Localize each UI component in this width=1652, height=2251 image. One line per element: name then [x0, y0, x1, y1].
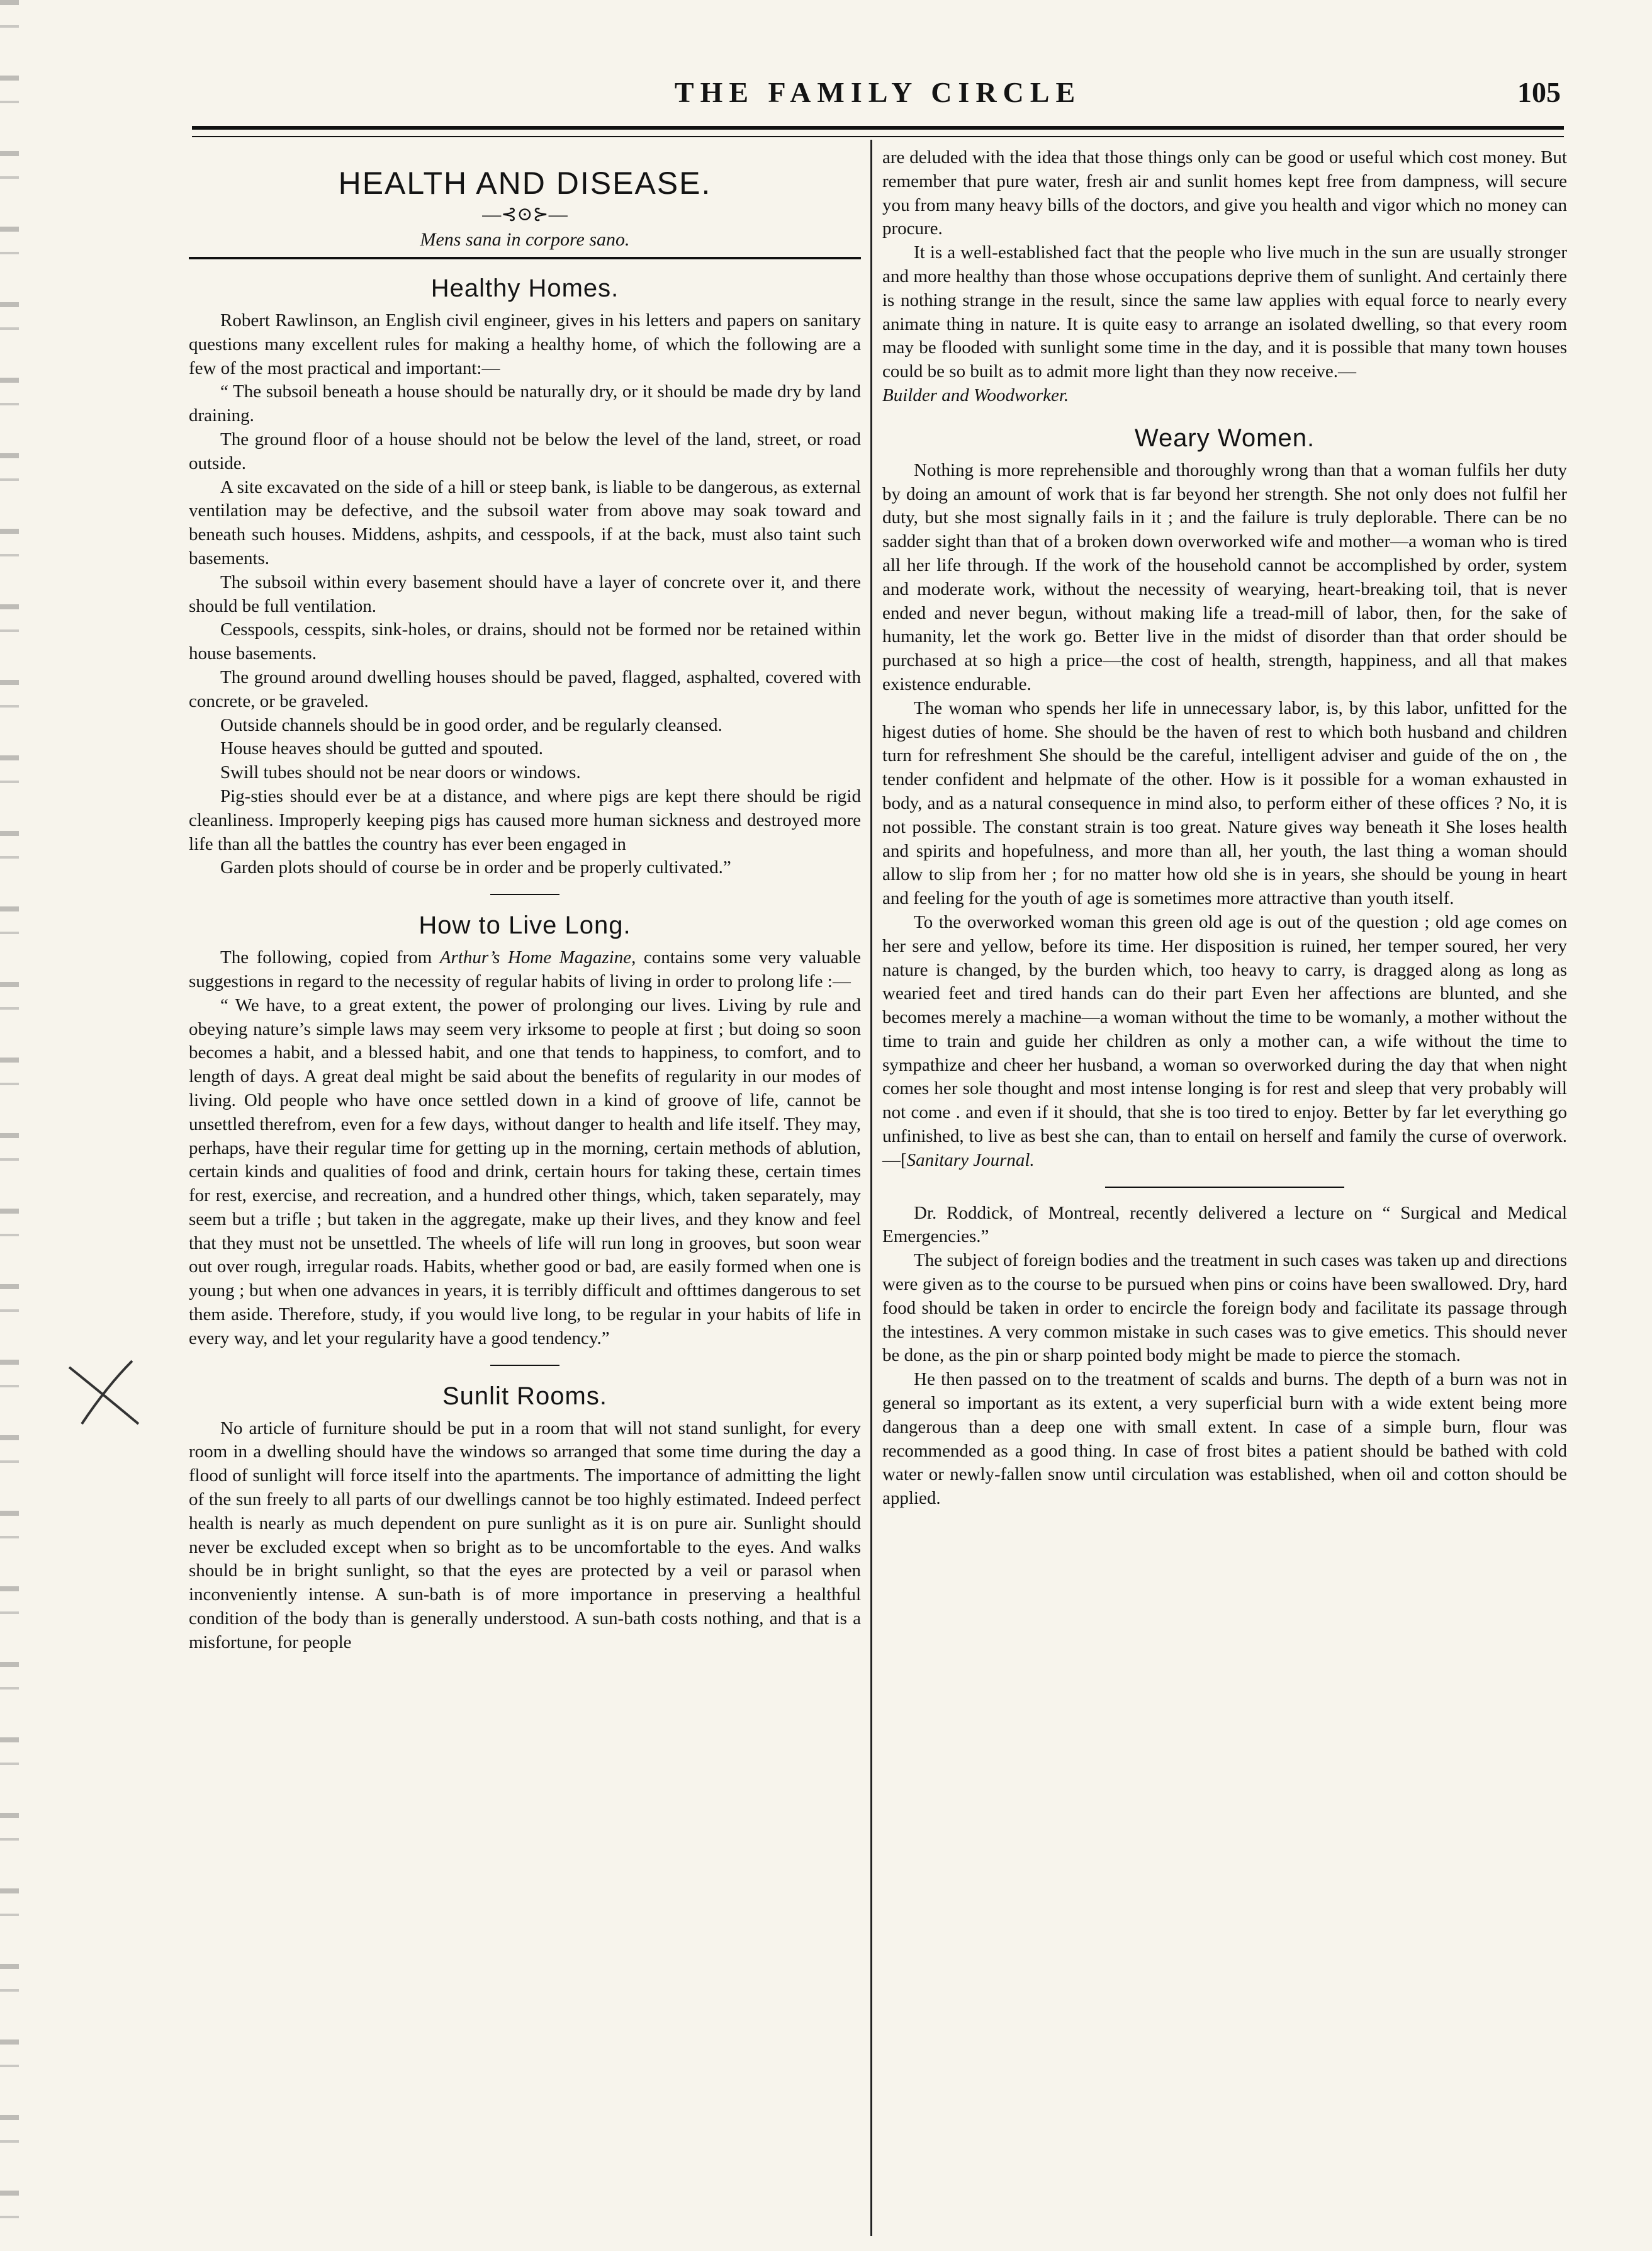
left-column: [189, 146, 861, 1655]
paragraph: The subject of foreign bodies and the treatment in such cases was taken up and directions were given as to the course to be pursued when pins or coins have been swallowed. Dry, hard food should be taken in order to encircle the foreign body and facilitate its passage through the intestines. A very common mistake in such cases was to give emetics. This should never be done, as the pin or sharp pointed body might be made to pierce the stomach.: [882, 1250, 1567, 1366]
article-title: Weary Women.: [1134, 424, 1315, 452]
section-title: HEALTH AND DISEASE.: [338, 166, 712, 201]
paragraph: Cesspools, cesspits, sink-holes, or drains, should not be formed nor be retained within house basements.: [189, 619, 861, 664]
article-separator: [490, 1365, 559, 1366]
paragraph: House heaves should be gutted and spouted.: [220, 738, 544, 759]
intro-text: contains some very valuable suggestions in regard to the necessity of regular habits of living in order to prolong life :—: [189, 947, 861, 991]
article-source: Builder and Woodworker.: [882, 385, 1069, 405]
article-roddick-lecture: [882, 1202, 1567, 1511]
paragraph: The woman who spends her life in unnecessary labor, is, by this labor, unfitted for the higest duties of home. She should be the haven of rest to which both husband and children turn for refreshment She should be the careful, intelligent adviser and guide of the on , the tender confident and helpmate of the other. How is it possible for a woman exhausted in body, and as a natural consequence in mind also, to perform either of these offices ? No, it is not possible. The constant strain is too great. Nature gives way beneath it She loses health and spirits and hopefulness, and more than all, her youth, the last thing a woman should allow to slip from her ; for no matter how old she is in years, she should be young in heart and feeling for the youth of age is sometimes more attractive than youth itself.: [882, 697, 1567, 909]
article-sunlit-rooms: [189, 1382, 861, 1655]
header-rule: [192, 126, 1564, 137]
running-title: THE FAMILY CIRCLE: [674, 76, 1082, 108]
article-how-to-live-long: [189, 911, 861, 1351]
paragraph: Nothing is more reprehensible and thoroughly wrong than that a woman fulfils her duty by doing an amount of work that is far beyond her strength. She not only does not fulfil her duty, but she most signally fails in it ; and the failure is truly deplorable. There can be no sadder sight than that of a broken down overworked wife and mother—a woman who is tired all her life through. If the work of the household cannot be accomplished by order, system and moderate work, without the necessity of wearying, heart-breaking toil, that is never ended and never begun, without making life a tread-mill of labor, then, for the sake of humanity, let the work go. Better live in the midst of disorder than that order should be purchased at so high a price—the cost of health, strength, happiness, and all that makes existence endurable.: [882, 460, 1567, 694]
binding-edge: [0, 0, 19, 2251]
intro-text: The following, copied from: [220, 947, 440, 968]
article-weary-women: [882, 424, 1567, 1173]
ornament-icon: —⊰⊙⊱—: [482, 204, 568, 225]
paragraph-continued: are deluded with the idea that those things only can be good or useful which cost money. But remember that pure water, fresh air and sunlit homes kept free from dampness, will secure you from many heavy bills of the doctors, and give you health and vigor which no money can procure.: [882, 147, 1567, 239]
paragraph: Pig-sties should ever be at a distance, and where pigs are kept there should be rigid cleanliness. Improperly keeping pigs has caused more human sickness and destroyed more life than all the battles the country has ever been engaged in: [189, 786, 861, 854]
section-rule: [189, 257, 861, 259]
paragraph: He then passed on to the treatment of scalds and burns. The depth of a burn was not in general so important as its extent, a very superficial burn with a wide extent being more dangerous than a deep one with small extent. In case of a simple burn, flour was recommended as a good thing. In case of frost bites a patient should be bathed with cold water or newly-fallen snow until circulation was established, when oil and cotton should be applied.: [882, 1369, 1567, 1509]
pencil-x-mark-icon: [63, 1355, 151, 1430]
paragraph: “ The subsoil beneath a house should be naturally dry, or it should be made dry by land draining.: [189, 381, 861, 426]
article-source: Sanitary Journal.: [906, 1149, 1035, 1170]
paragraph: Garden plots should of course be in order and be properly cultivated.”: [220, 857, 731, 878]
paragraph: “ We have, to a great extent, the power of prolonging our lives. Living by rule and obeying nature’s simple laws may seem very irksome to people at first ; but doing so soon becomes a habit, and a blessed habit, and one that tends to happiness, to comfort, and to length of days. A great deal might be said about the benefits of regularity in our modes of living. Old people who have once settled down in a kind of groove of life, cannot be unsettled therefrom, even for a few days, without danger to health and life itself. They may, perhaps, have their regular time for getting up in the morning, certain methods of ablution, certain kinds and qualities of food and drink, certain hours for taking these, certain times for rest, exercise, and recreation, and a hundred other things, which, taken separately, may seem but a trifle ; but taken in the aggregate, make up their lives, and they know and feel that they must not be unsettled. The wheels of life will run long in grooves, but soon wear out over rough, irregular roads. Habits, whether good or bad, are easily formed when one is young ; but when one advances in years, it is terribly difficult and ofttimes dangerous to set them aside. Therefore, study, if you would live long, to be regular in your habits of life in every way, and let your regularity have a good tendency.”: [189, 995, 861, 1348]
article-separator: [1105, 1187, 1344, 1188]
paragraph-text: It is a well-established fact that the people who live much in the sun are usually stronger and more healthy than those whose occupations deprive them of sunlight. And certainly there is nothing strange in the result, since the same law applies with equal force to nearly every animate thing in nature. It is quite easy to arrange an isolated dwelling, so that every room may be flooded with sunlight some time in the day, and it is possible that many town houses could be so built as to admit more light than they now receive.—: [882, 242, 1567, 382]
article-separator: [490, 894, 559, 895]
paragraph: Swill tubes should not be near doors or windows.: [220, 762, 581, 783]
paragraph: No article of furniture should be put in a room that will not stand sunlight, for every room in a dwelling should have the windows so arranged that some time during the day a flood of sunlight will force itself into the apartments. The importance of admitting the light of the sun freely to all parts of our dwellings cannot be too highly estimated. Indeed perfect health is nearly as much dependent on pure sunlight as it is on pure air. Sunlight should never be excluded except when so bright as to be uncomfortable to the eyes. And walks should be in bright sunlight, so that the eyes are protected by a veil or parasol when inconveniently intense. A sun-bath is of more importance in preserving a healthful condition of the body than is generally understood. A sun-bath costs nothing, and that is a misfortune, for people: [189, 1418, 861, 1652]
paragraph: Outside channels should be in good order, and be regularly cleansed.: [220, 714, 722, 735]
paragraph: The ground floor of a house should not be below the level of the land, street, or road outside.: [189, 429, 861, 473]
paragraph: The subsoil within every basement should have a layer of concrete over it, and there should be full ventilation.: [189, 572, 861, 616]
right-column: [882, 146, 1567, 1511]
article-healthy-homes: [189, 274, 861, 880]
paragraph-text: To the overworked woman this green old age is out of the question ; old age comes on her sere and yellow, before its time. Her disposition is ruined, her temper soured, her very nature is changed, by the burden which, too heavy to carry, is dragged along as long as wearied feet and tired hands can do their part Even her affections are blunted, and she becomes merely a machine—a woman without the time to be womanly, a mother without the time to train and guide her children as only a mother can, a wife without the time to sympathize and cheer her husband, a woman so overworked during the day that when night comes her sole thought and most intense longing is for rest and sleep that very probably will not come . and even if it should, that she is too tired to enjoy. Better by far let everything go unfinished, to live as best she can, than to entail on herself and family the curse of overwork.—[: [882, 911, 1567, 1170]
paragraph: Robert Rawlinson, an English civil engineer, gives in his letters and papers on sanitary questions many excellent rules for making a healthy home, of which the following are a few of the most practical and important:—: [189, 310, 861, 378]
page-number: 105: [1517, 76, 1561, 108]
paragraph: [882, 241, 1567, 408]
paragraph: [189, 946, 861, 994]
article-title: Healthy Homes.: [430, 274, 619, 302]
column-divider: [870, 140, 872, 2236]
paragraph: The ground around dwelling houses should be paved, flagged, asphalted, covered with concrete, or be graveled.: [189, 667, 861, 711]
section-motto: Mens sana in corpore sano.: [420, 229, 630, 250]
paragraph: [882, 911, 1567, 1173]
paragraph: A site excavated on the side of a hill or steep bank, is liable to be dangerous, as external ventilation may be defective, and the subsoil water from above may soak toward and beneath such houses. Middens, ashpits, and cesspools, if at the back, must also taint such basements.: [189, 477, 861, 568]
running-head: [195, 76, 1561, 120]
source-title: Arthur’s Home Magazine,: [439, 947, 636, 968]
article-title: Sunlit Rooms.: [442, 1382, 607, 1410]
article-title: How to Live Long.: [419, 911, 631, 940]
paragraph: Dr. Roddick, of Montreal, recently delivered a lecture on “ Surgical and Medical Emergencies.”: [882, 1202, 1567, 1247]
